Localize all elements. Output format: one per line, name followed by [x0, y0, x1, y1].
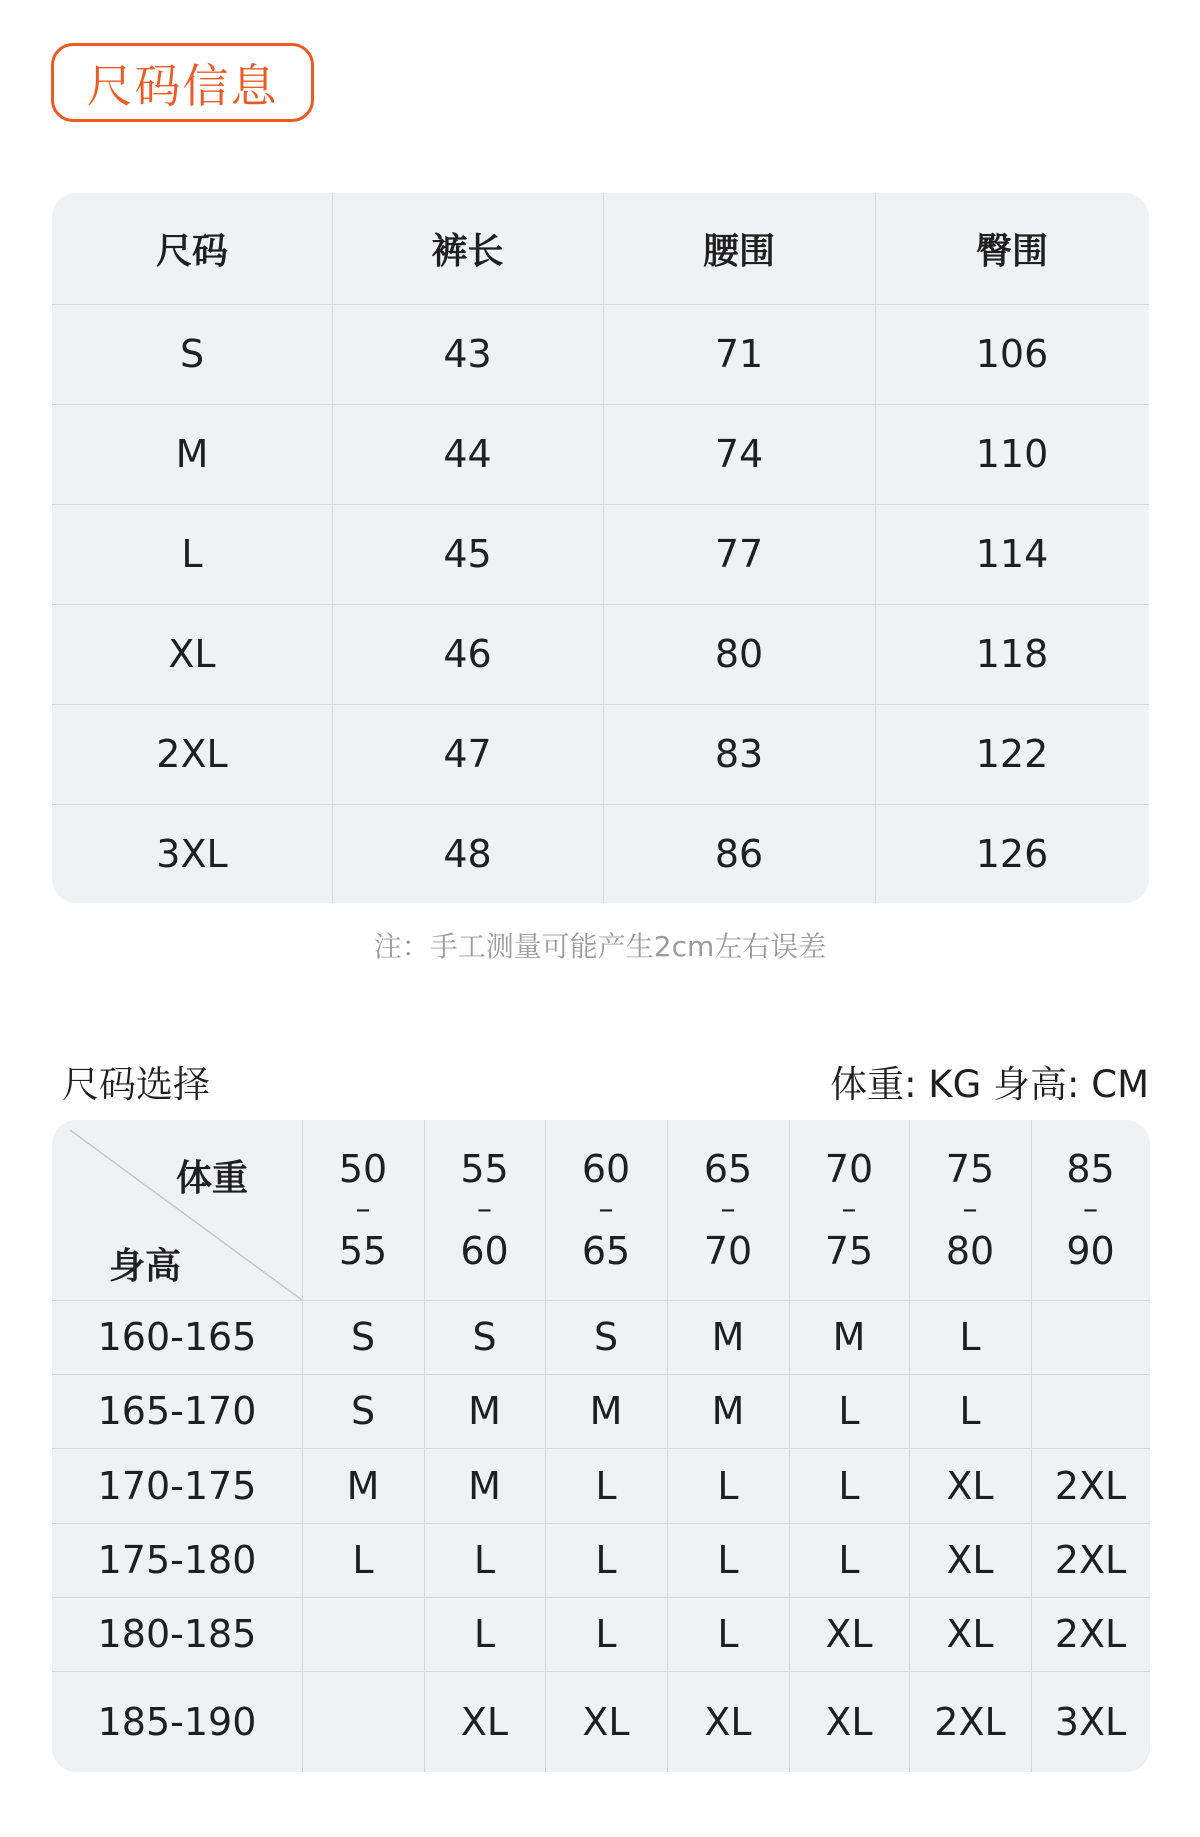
weight-range-header [789, 1120, 909, 1300]
recommended-size-cell: M [346, 1463, 380, 1508]
pants-length-cell: 48 [443, 831, 492, 876]
table-header-row [52, 193, 1149, 304]
header-hip: 臀围 [975, 231, 1048, 272]
weight-range-header [545, 1120, 667, 1300]
weight-to: 90 [1066, 1229, 1115, 1273]
hip-cell: 122 [975, 732, 1049, 776]
weight-from: 50 [338, 1147, 388, 1191]
recommended-size-cell: XL [946, 1612, 994, 1656]
height-range-cell: 170-175 [97, 1463, 257, 1508]
waist-cell: 71 [714, 332, 764, 376]
table-row [52, 704, 1149, 804]
row-divider [52, 604, 1149, 605]
pants-length-cell: 43 [443, 332, 492, 376]
column-divider [875, 193, 876, 903]
recommended-size-cell: L [473, 1612, 496, 1656]
weight-dash: – [355, 1192, 371, 1227]
size-cell: L [181, 532, 203, 576]
size-cell: S [179, 332, 205, 376]
table-row [52, 304, 1149, 404]
measurement-note: 注：手工测量可能产生2cm左右误差 [373, 930, 827, 963]
recommended-size-cell: 3XL [1054, 1699, 1127, 1744]
recommended-size-cell [1031, 1300, 1150, 1374]
weight-range-header [1031, 1120, 1150, 1300]
corner-weight-label: 体重 [176, 1158, 249, 1199]
recommended-size-cell: XL [825, 1612, 873, 1656]
weight-to: 70 [703, 1229, 753, 1273]
waist-cell: 74 [714, 432, 764, 476]
recommended-size-cell: S [472, 1315, 497, 1359]
recommended-size-cell: L [717, 1463, 739, 1508]
row-divider [52, 1597, 1150, 1598]
table-row [52, 604, 1149, 704]
recommended-size-cell: S [593, 1315, 619, 1359]
row-divider [52, 404, 1149, 405]
height-range-cell: 165-170 [97, 1389, 257, 1433]
recommended-size-cell: M [711, 1315, 745, 1359]
weight-to: 55 [338, 1229, 388, 1273]
size-cell: 3XL [156, 831, 228, 876]
size-selection-title: 尺码选择 [62, 1063, 210, 1106]
weight-dash: – [841, 1192, 857, 1227]
table-row [52, 404, 1149, 504]
column-divider [1031, 1120, 1032, 1772]
hip-cell: 114 [975, 532, 1049, 576]
recommended-size-cell: L [959, 1315, 981, 1359]
recommended-size-cell: L [717, 1538, 739, 1582]
row-divider [52, 1671, 1150, 1672]
recommended-size-cell: L [838, 1538, 860, 1582]
weight-to: 75 [824, 1229, 874, 1273]
row-divider [52, 1523, 1150, 1524]
size-selection-table [52, 1120, 1150, 1772]
column-divider [909, 1120, 910, 1772]
recommended-size-cell: XL [460, 1699, 509, 1744]
row-divider [52, 704, 1149, 705]
recommended-size-cell: L [473, 1538, 496, 1582]
weight-dash: – [720, 1192, 736, 1227]
height-range-cell: 180-185 [97, 1612, 257, 1656]
recommended-size-cell: L [838, 1463, 860, 1508]
row-divider [52, 1374, 1150, 1375]
header-size: 尺码 [155, 231, 228, 272]
recommended-size-cell: XL [946, 1463, 994, 1508]
height-range-cell: 160-165 [97, 1315, 257, 1359]
size-cell: 2XL [156, 732, 228, 776]
height-range-cell: 175-180 [97, 1538, 257, 1582]
pants-length-cell: 46 [443, 632, 492, 676]
recommended-size-cell [302, 1671, 424, 1772]
row-divider [52, 304, 1149, 305]
hip-cell: 118 [975, 632, 1049, 676]
recommended-size-cell: XL [582, 1699, 630, 1744]
hip-cell: 110 [975, 432, 1049, 476]
recommended-size-cell: XL [704, 1699, 752, 1744]
hip-cell: 106 [975, 332, 1049, 376]
table-row [52, 804, 1149, 903]
weight-range-header [302, 1120, 424, 1300]
recommended-size-cell: L [595, 1538, 617, 1582]
recommended-size-cell: L [959, 1389, 981, 1433]
column-divider [545, 1120, 546, 1772]
weight-from: 65 [703, 1147, 753, 1191]
recommended-size-cell: M [468, 1389, 501, 1433]
waist-cell: 77 [714, 532, 764, 576]
recommended-size-cell: M [832, 1315, 866, 1359]
recommended-size-cell: L [595, 1463, 617, 1508]
waist-cell: 86 [714, 831, 764, 876]
recommended-size-cell: L [595, 1612, 617, 1656]
pants-length-cell: 45 [443, 532, 492, 576]
column-divider [603, 193, 604, 903]
pants-length-cell: 44 [443, 432, 492, 476]
waist-cell: 83 [714, 732, 764, 776]
column-divider [302, 1120, 303, 1772]
recommended-size-cell: 2XL [934, 1699, 1006, 1744]
weight-range-header [909, 1120, 1031, 1300]
recommended-size-cell: 2XL [1054, 1538, 1127, 1582]
height-range-cell: 185-190 [97, 1699, 257, 1744]
column-divider [667, 1120, 668, 1772]
weight-to: 80 [945, 1229, 995, 1273]
weight-dash: – [477, 1192, 492, 1227]
weight-range-header [667, 1120, 789, 1300]
recommended-size-cell: M [468, 1463, 501, 1508]
size-cell: XL [168, 632, 216, 676]
units-label: 体重: KG 身高: CM [830, 1063, 1149, 1106]
weight-from: 85 [1066, 1147, 1115, 1191]
row-divider [52, 1448, 1150, 1449]
column-divider [424, 1120, 425, 1772]
size-cell: M [175, 432, 209, 476]
weight-from: 60 [581, 1147, 631, 1191]
column-divider [789, 1120, 790, 1772]
column-divider [332, 193, 333, 903]
recommended-size-cell [302, 1597, 424, 1671]
recommended-size-cell: XL [946, 1538, 994, 1582]
row-divider [52, 504, 1149, 505]
recommended-size-cell: M [711, 1389, 745, 1433]
recommended-size-cell: L [352, 1538, 374, 1582]
section-title-badge: 尺码信息 [51, 43, 314, 122]
weight-from: 75 [945, 1147, 995, 1191]
weight-from: 55 [460, 1147, 509, 1191]
recommended-size-cell: L [838, 1389, 860, 1433]
recommended-size-cell: S [350, 1315, 376, 1359]
recommended-size-cell: XL [825, 1699, 873, 1744]
size-measurement-table [52, 193, 1149, 903]
weight-to: 65 [581, 1229, 631, 1273]
weight-to: 60 [460, 1229, 509, 1273]
corner-height-label: 身高 [109, 1246, 182, 1287]
row-divider [52, 804, 1149, 805]
recommended-size-cell [1031, 1374, 1150, 1448]
header-waist: 腰围 [702, 231, 775, 272]
waist-cell: 80 [714, 632, 764, 676]
weight-dash: – [598, 1192, 614, 1227]
pants-length-cell: 47 [443, 732, 492, 776]
weight-range-header [424, 1120, 545, 1300]
recommended-size-cell: L [717, 1612, 739, 1656]
header-pants-length: 裤长 [431, 231, 504, 272]
recommended-size-cell: 2XL [1054, 1612, 1127, 1656]
recommended-size-cell: S [350, 1389, 376, 1433]
table-row [52, 504, 1149, 604]
recommended-size-cell: 2XL [1054, 1463, 1127, 1508]
weight-dash: – [962, 1192, 978, 1227]
hip-cell: 126 [975, 831, 1049, 876]
row-divider [52, 1300, 1150, 1301]
weight-dash: – [1083, 1192, 1098, 1227]
weight-from: 70 [824, 1147, 874, 1191]
recommended-size-cell: M [589, 1389, 623, 1433]
